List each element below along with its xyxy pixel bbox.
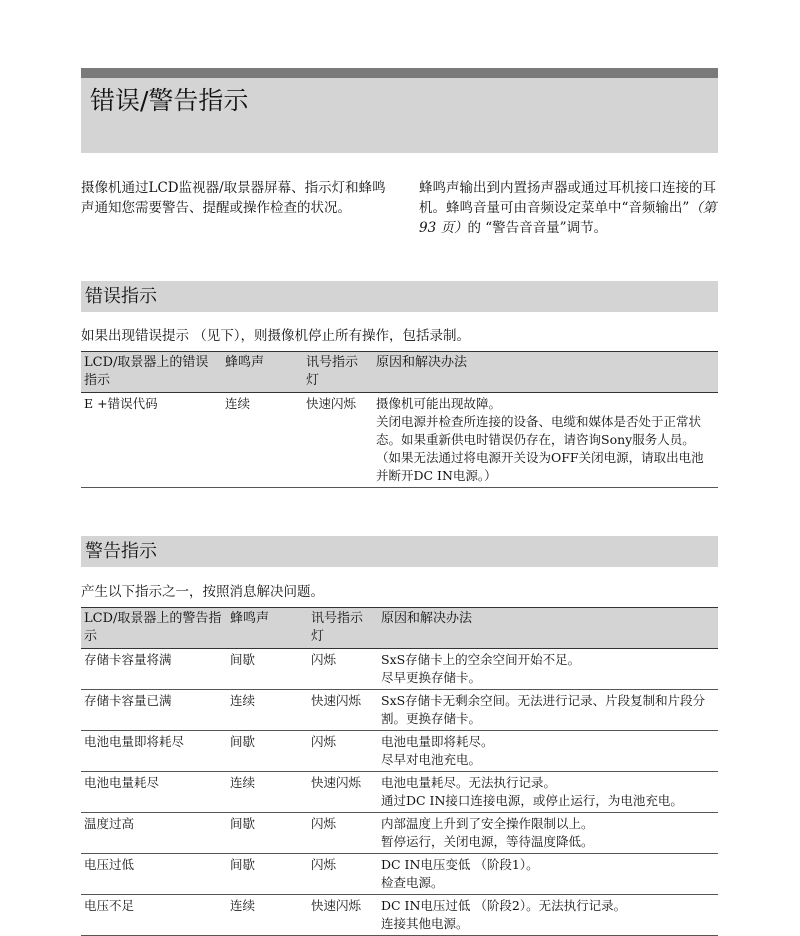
lamp-cell: 快速闪烁	[311, 898, 362, 913]
column-header-beep: 蜂鸣声	[222, 352, 303, 393]
cause-line: （如果无法通过将电源开关设为OFF关闭电源，请取出电池并断开DC IN电源。）	[376, 450, 704, 483]
title-block	[81, 68, 718, 153]
column-header-cause: 原因和解决办法	[378, 608, 718, 649]
intro-right-b: 的 “警告音音量”调节。	[467, 220, 608, 236]
indication-cell: 电压过低	[84, 857, 135, 872]
column-header-cause: 原因和解决办法	[373, 352, 718, 393]
indication-cell: 存储卡容量已满	[84, 693, 172, 708]
error-section-desc: 如果出现错误提示 （见下），则摄像机停止所有操作，包括录制。	[81, 328, 471, 344]
beep-cell: 间歇	[230, 816, 256, 831]
beep-cell: 连续	[225, 396, 251, 411]
table-row	[81, 813, 718, 854]
intro-left: 摄像机通过LCD监视器/取景器屏幕、指示灯和蜂鸣声通知您需要警告、提醒或操作检查的状况。	[81, 180, 386, 216]
indication-cell: 温度过高	[84, 816, 135, 831]
lamp-cell: 闪烁	[311, 734, 337, 749]
cause-line: 摄像机可能出现故障。	[376, 396, 502, 411]
indication-cell: 电池电量即将耗尽	[84, 734, 185, 749]
error-table	[81, 351, 718, 488]
cause-cell	[378, 772, 718, 813]
cause-line: 连接其他电源。	[381, 916, 469, 931]
cause-line: DC IN电压过低 （阶段2）。无法执行记录。	[381, 898, 627, 913]
beep-cell: 间歇	[230, 734, 256, 749]
beep-cell: 连续	[230, 775, 256, 790]
cause-cell	[373, 393, 718, 488]
lamp-cell: 快速闪烁	[306, 396, 357, 411]
cause-line: 电池电量即将耗尽。	[381, 734, 494, 749]
column-header-lamp: 讯号指示灯	[303, 352, 373, 393]
beep-cell: 间歇	[230, 652, 256, 667]
column-header-lamp: 讯号指示灯	[308, 608, 378, 649]
lamp-cell: 闪烁	[311, 857, 337, 872]
cause-line: 尽早对电池充电。	[381, 752, 482, 767]
indication-cell: E +错误代码	[84, 396, 158, 411]
intro-right-a: 蜂鸣声输出到内置扬声器或通过耳机接口连接的耳机。蜂鸣音量可由音频设定菜单中“音频输出”	[419, 180, 716, 216]
warning-section-desc: 产生以下指示之一，按照消息解决问题。	[81, 584, 324, 600]
cause-cell	[378, 813, 718, 854]
lamp-cell: 快速闪烁	[311, 693, 362, 708]
table-row	[81, 649, 718, 690]
cause-cell	[378, 690, 718, 731]
column-header-indication: LCD/取景器上的错误指示	[81, 352, 222, 393]
cause-line: 关闭电源并检查所连接的设备、电缆和媒体是否处于正常状态。如果重新供电时错误仍存在，请咨询Sony服务人员。	[376, 414, 702, 447]
cause-line: 内部温度上升到了安全操作限制以上。	[381, 816, 594, 831]
cause-cell	[378, 731, 718, 772]
cause-line: DC IN电压变低 （阶段1）。	[381, 857, 539, 872]
indication-cell: 存储卡容量将满	[84, 652, 172, 667]
title-bar	[81, 68, 718, 78]
beep-cell: 连续	[230, 693, 256, 708]
indication-cell: 电压不足	[84, 898, 135, 913]
table-row	[81, 731, 718, 772]
cause-line: SxS存储卡无剩余空间。无法进行记录、片段复制和片段分割。更换存储卡。	[381, 693, 706, 726]
error-table-header	[81, 352, 718, 393]
cause-line: 检查电源。	[381, 875, 444, 890]
lamp-cell: 快速闪烁	[311, 775, 362, 790]
cause-line: SxS存储卡上的空余空间开始不足。	[381, 652, 581, 667]
table-row	[81, 854, 718, 895]
warning-section-heading: 警告指示	[81, 536, 718, 567]
lamp-cell: 闪烁	[311, 816, 337, 831]
cause-line: 电池电量耗尽。无法执行记录。	[381, 775, 557, 790]
cause-line: 尽早更换存储卡。	[381, 670, 482, 685]
cause-line: 暂停运行，关闭电源，等待温度降低。	[381, 834, 594, 849]
table-row	[81, 690, 718, 731]
error-section-heading: 错误指示	[81, 281, 718, 312]
column-header-beep: 蜂鸣声	[227, 608, 308, 649]
intro-right	[419, 178, 717, 238]
beep-cell: 连续	[230, 898, 256, 913]
beep-cell: 间歇	[230, 857, 256, 872]
cause-cell	[378, 854, 718, 895]
cause-cell	[378, 895, 718, 936]
table-row	[81, 895, 718, 936]
cause-line: 通过DC IN接口连接电源，或停止运行，为电池充电。	[381, 793, 683, 808]
warning-table-header	[81, 608, 718, 649]
page-reference: （第 93 页）	[419, 200, 717, 236]
warning-table	[81, 607, 718, 936]
table-row	[81, 393, 718, 488]
page-title: 错误/警告指示	[90, 86, 249, 115]
column-header-indication: LCD/取景器上的警告指示	[81, 608, 227, 649]
cause-cell	[378, 649, 718, 690]
table-row	[81, 772, 718, 813]
lamp-cell: 闪烁	[311, 652, 337, 667]
indication-cell: 电池电量耗尽	[84, 775, 160, 790]
